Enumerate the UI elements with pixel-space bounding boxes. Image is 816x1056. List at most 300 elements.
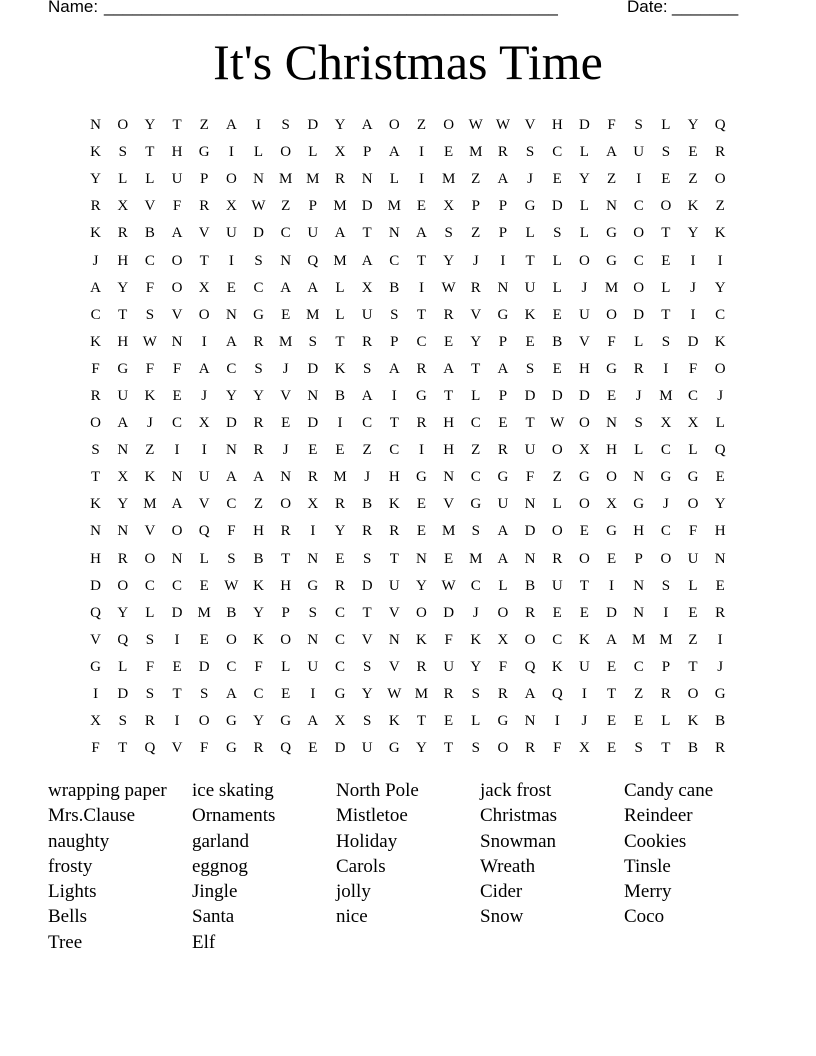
grid-letter: D (307, 415, 319, 432)
grid-letter: M (279, 333, 293, 350)
grid-letter: Z (471, 225, 481, 242)
grid-row (82, 735, 734, 762)
grid-letter: G (470, 496, 482, 513)
grid-letter: I (609, 577, 615, 594)
grid-letter: T (661, 306, 671, 323)
grid-row (82, 573, 734, 600)
grid-letter: E (308, 442, 318, 459)
grid-letter: S (661, 144, 671, 161)
grid-letter: E (552, 171, 562, 188)
grid-row (82, 491, 734, 518)
grid-letter: M (659, 387, 673, 404)
grid-letter: H (551, 117, 563, 134)
grid-letter: M (604, 279, 619, 296)
grid-letter: E (281, 686, 291, 703)
grid-letter: L (634, 442, 644, 459)
grid-letter: D (253, 225, 264, 242)
grid-letter: V (443, 496, 455, 513)
grid-letter: T (362, 225, 372, 242)
grid-letter: T (335, 333, 345, 350)
grid-letter: K (578, 631, 590, 648)
grid-letter: D (606, 604, 617, 621)
grid-letter: Q (551, 686, 563, 703)
grid-letter: I (690, 252, 696, 269)
grid-letter: G (225, 713, 237, 730)
grid-letter: N (171, 550, 183, 567)
grid-letter: F (145, 360, 155, 377)
grid-letter: L (579, 198, 589, 215)
grid-letter: C (226, 658, 237, 675)
grid-row (82, 546, 734, 573)
grid-letter: L (552, 496, 562, 513)
grid-letter: R (470, 279, 481, 296)
grid-letter: K (253, 631, 264, 648)
grid-letter: S (145, 631, 155, 648)
grid-letter: S (525, 360, 535, 377)
grid-letter: G (524, 198, 536, 215)
word-list-item: Lights (48, 881, 97, 903)
grid-letter: I (174, 713, 180, 730)
grid-letter: D (361, 577, 373, 594)
grid-letter: X (334, 144, 346, 161)
grid-letter: C (226, 360, 237, 377)
grid-letter: O (171, 279, 183, 296)
grid-letter: B (226, 604, 237, 621)
grid-letter: B (144, 225, 155, 242)
grid-letter: C (470, 415, 481, 432)
grid-letter: Z (362, 442, 372, 459)
grid-letter: R (117, 550, 128, 567)
grid-letter: O (225, 171, 237, 188)
grid-letter: Y (117, 496, 129, 513)
grid-letter: C (552, 631, 563, 648)
grid-letter: N (606, 198, 617, 215)
grid-letter: S (390, 306, 399, 323)
grid-letter: T (389, 415, 399, 432)
grid-letter: E (281, 306, 291, 323)
word-list-item: Christmas (480, 805, 558, 827)
grid-letter: K (90, 333, 101, 350)
grid-letter: C (280, 225, 291, 242)
grid-letter: E (688, 144, 698, 161)
grid-letter: N (633, 469, 645, 486)
grid-letter: I (337, 415, 343, 432)
grid-letter: V (198, 496, 210, 513)
grid-letter: V (280, 387, 292, 404)
letter-grid (82, 112, 734, 762)
date-field[interactable]: _______ (672, 0, 739, 16)
grid-row (82, 193, 734, 220)
grid-row (82, 302, 734, 329)
grid-letter: K (714, 225, 726, 242)
grid-letter: Q (198, 523, 210, 540)
word-list-item: nice (336, 906, 368, 928)
grid-letter: X (307, 496, 319, 513)
grid-letter: E (525, 333, 535, 350)
word-list-item: Ornaments (192, 805, 276, 827)
grid-letter: O (551, 442, 563, 459)
grid-letter: O (660, 550, 672, 567)
grid-letter: N (524, 496, 536, 513)
grid-letter: J (472, 604, 479, 621)
grid-row (82, 220, 734, 247)
grid-letter: L (253, 144, 264, 161)
grid-letter: C (660, 523, 671, 540)
grid-letter: A (117, 415, 129, 432)
grid-letter: E (498, 415, 508, 432)
grid-letter: F (227, 523, 236, 540)
grid-letter: R (525, 740, 536, 757)
grid-letter: R (253, 333, 264, 350)
grid-letter: B (552, 333, 563, 350)
grid-letter: Q (307, 252, 319, 269)
grid-letter: L (145, 604, 155, 621)
grid-letter: V (388, 658, 400, 675)
grid-letter: R (660, 686, 671, 703)
grid-letter: Q (714, 442, 726, 459)
grid-letter: U (497, 496, 509, 513)
grid-letter: X (606, 496, 617, 513)
grid-letter: I (310, 523, 316, 540)
grid-letter: E (715, 469, 725, 486)
grid-letter: X (660, 415, 672, 432)
grid-letter: O (280, 496, 292, 513)
grid-letter: G (198, 144, 210, 161)
grid-letter: L (715, 415, 725, 432)
grid-letter: F (200, 740, 209, 757)
grid-letter: O (714, 171, 726, 188)
grid-letter: H (606, 442, 617, 459)
grid-letter: O (633, 279, 645, 296)
grid-letter: D (551, 198, 563, 215)
grid-letter: G (578, 469, 590, 486)
grid-letter: L (552, 252, 562, 269)
grid-letter: A (443, 360, 455, 377)
grid-letter: O (606, 306, 617, 323)
grid-letter: G (280, 713, 292, 730)
grid-letter: C (144, 577, 155, 594)
grid-letter: J (581, 279, 588, 296)
grid-row (82, 627, 734, 654)
grid-letter: Y (225, 387, 237, 404)
grid-letter: M (659, 631, 673, 648)
grid-letter: E (281, 415, 291, 432)
word-list-item: jolly (336, 881, 371, 903)
grid-letter: E (606, 713, 617, 730)
grid-letter: E (444, 550, 454, 567)
grid-letter: K (470, 631, 482, 648)
grid-letter: C (334, 604, 345, 621)
grid-letter: R (334, 577, 345, 594)
grid-letter: T (118, 740, 128, 757)
grid-letter: E (579, 604, 589, 621)
grid-letter: R (552, 550, 563, 567)
word-list-item: Santa (192, 906, 235, 928)
grid-letter: I (201, 442, 207, 459)
word-list-item: Cider (480, 881, 523, 903)
grid-letter: O (198, 306, 210, 323)
grid-letter: B (715, 713, 726, 730)
grid-letter: S (634, 740, 643, 757)
grid-letter: K (90, 496, 101, 513)
grid-letter: B (688, 740, 699, 757)
grid-letter: T (661, 740, 671, 757)
grid-letter: J (717, 658, 724, 675)
grid-letter: I (174, 631, 180, 648)
grid-row (82, 139, 734, 166)
word-list-item: Mrs.Clause (48, 805, 136, 827)
grid-letter: G (225, 740, 237, 757)
grid-letter: A (225, 333, 237, 350)
grid-letter: D (551, 387, 563, 404)
grid-letter: Q (714, 117, 726, 134)
grid-letter: U (551, 577, 563, 594)
grid-letter: L (145, 171, 155, 188)
grid-letter: N (90, 117, 101, 134)
grid-letter: P (498, 225, 508, 242)
grid-letter: Z (199, 117, 209, 134)
grid-letter: R (497, 686, 508, 703)
grid-letter: W (224, 577, 239, 594)
grid-letter: R (525, 604, 536, 621)
word-list-item: Bells (48, 906, 88, 928)
grid-letter: S (308, 604, 317, 621)
grid-letter: X (578, 740, 590, 757)
grid-letter: R (362, 333, 373, 350)
grid-letter: O (687, 496, 699, 513)
grid-letter: C (253, 279, 264, 296)
grid-letter: O (524, 631, 536, 648)
grid-letter: U (388, 577, 400, 594)
grid-letter: M (414, 686, 429, 703)
word-list-item: Cookies (624, 830, 687, 852)
grid-letter: C (172, 415, 183, 432)
grid-letter: A (225, 117, 237, 134)
grid-letter: Z (145, 442, 155, 459)
grid-letter: R (497, 144, 508, 161)
grid-letter: D (307, 360, 319, 377)
grid-row (82, 383, 734, 410)
grid-letter: T (362, 604, 372, 621)
grid-letter: H (633, 523, 645, 540)
grid-letter: A (416, 225, 427, 242)
grid-letter: S (661, 577, 671, 594)
grid-letter: M (632, 631, 646, 648)
grid-letter: Y (687, 117, 699, 134)
grid-letter: C (470, 469, 481, 486)
grid-letter: C (334, 631, 345, 648)
grid-letter: E (606, 387, 617, 404)
grid-letter: A (90, 279, 101, 296)
grid-letter: Z (715, 198, 725, 215)
grid-letter: B (525, 577, 536, 594)
grid-letter: Z (471, 171, 481, 188)
grid-letter: O (606, 469, 617, 486)
grid-letter: H (253, 523, 264, 540)
grid-letter: Y (117, 279, 129, 296)
grid-letter: N (225, 442, 237, 459)
grid-letter: U (117, 387, 129, 404)
grid-letter: X (334, 713, 346, 730)
grid-letter: B (389, 279, 400, 296)
grid-letter: I (256, 117, 262, 134)
grid-letter: E (172, 387, 182, 404)
grid-letter: Y (470, 658, 482, 675)
grid-letter: R (253, 740, 264, 757)
grid-letter: Y (578, 171, 590, 188)
grid-letter: O (280, 631, 292, 648)
grid-letter: A (334, 225, 346, 242)
grid-letter: S (661, 333, 671, 350)
grid-letter: B (362, 496, 373, 513)
grid-letter: T (90, 469, 101, 486)
grid-letter: M (441, 523, 456, 540)
grid-letter: O (117, 577, 129, 594)
grid-letter: S (362, 713, 372, 730)
grid-letter: D (633, 306, 645, 323)
grid-letter: A (171, 225, 183, 242)
grid-letter: C (633, 198, 644, 215)
grid-letter: D (578, 387, 590, 404)
grid-letter: H (90, 550, 101, 567)
grid-letter: V (171, 740, 183, 757)
grid-letter: E (199, 631, 209, 648)
grid-letter: J (635, 387, 642, 404)
grid-letter: C (389, 442, 400, 459)
grid-letter: R (117, 225, 128, 242)
grid-row (82, 410, 734, 437)
grid-letter: V (470, 306, 482, 323)
grid-letter: M (306, 171, 320, 188)
grid-letter: W (550, 415, 565, 432)
grid-letter: N (524, 550, 536, 567)
word-list-item: Snow (480, 906, 524, 928)
grid-letter: J (282, 360, 289, 377)
grid-letter: C (470, 577, 481, 594)
grid-letter: K (253, 577, 264, 594)
grid-letter: G (714, 686, 726, 703)
grid-letter: X (198, 279, 210, 296)
word-list-item: frosty (48, 855, 93, 877)
grid-letter: V (90, 631, 101, 648)
grid-letter: R (416, 360, 427, 377)
grid-letter: N (117, 523, 129, 540)
word-list-item: ice skating (192, 780, 274, 801)
grid-letter: U (687, 550, 699, 567)
grid-letter: O (90, 415, 101, 432)
grid-letter: K (714, 333, 726, 350)
grid-letter: P (498, 333, 508, 350)
grid-letter: A (497, 550, 509, 567)
grid-letter: D (307, 117, 319, 134)
grid-letter: G (388, 740, 400, 757)
grid-letter: D (443, 604, 455, 621)
grid-letter: P (634, 550, 643, 567)
grid-letter: O (578, 550, 590, 567)
grid-letter: G (497, 713, 509, 730)
grid-letter: M (279, 171, 293, 188)
grid-letter: X (117, 469, 129, 486)
word-list-item: Elf (192, 931, 216, 953)
grid-letter: G (90, 658, 101, 675)
grid-letter: L (471, 713, 481, 730)
grid-letter: F (498, 658, 508, 675)
grid-letter: N (280, 252, 292, 269)
grid-row (82, 166, 734, 193)
grid-letter: L (688, 442, 698, 459)
grid-letter: A (524, 686, 536, 703)
grid-letter: H (714, 523, 726, 540)
grid-letter: G (687, 469, 699, 486)
grid-letter: G (633, 496, 645, 513)
grid-letter: N (416, 550, 427, 567)
grid-letter: N (443, 469, 455, 486)
grid-letter: R (144, 713, 155, 730)
grid-letter: T (416, 713, 427, 730)
grid-letter: I (418, 442, 424, 459)
grid-letter: D (361, 198, 373, 215)
grid-letter: E (715, 577, 725, 594)
grid-letter: X (90, 713, 101, 730)
grid-letter: M (469, 550, 483, 567)
grid-letter: C (334, 658, 345, 675)
grid-letter: M (306, 306, 320, 323)
grid-letter: P (200, 171, 209, 188)
grid-letter: N (171, 333, 183, 350)
grid-letter: R (334, 171, 345, 188)
date-label: Date: (627, 0, 668, 16)
grid-letter: Y (714, 279, 726, 296)
grid-letter: V (144, 198, 156, 215)
grid-letter: R (443, 306, 454, 323)
grid-letter: F (607, 333, 616, 350)
grid-letter: Y (334, 523, 346, 540)
grid-letter: J (364, 469, 371, 486)
grid-letter: C (633, 252, 644, 269)
grid-letter: Y (714, 496, 726, 513)
grid-letter: K (334, 360, 346, 377)
grid-letter: P (362, 144, 372, 161)
grid-letter: L (118, 658, 128, 675)
word-list-item: Reindeer (624, 805, 693, 827)
grid-letter: S (471, 686, 480, 703)
grid-letter: R (416, 658, 427, 675)
grid-letter: P (281, 604, 290, 621)
word-list-item: eggnog (192, 855, 248, 877)
grid-letter: R (334, 496, 345, 513)
grid-letter: D (687, 333, 699, 350)
grid-letter: I (391, 387, 397, 404)
grid-letter: R (715, 740, 726, 757)
grid-letter: P (471, 198, 480, 215)
grid-letter: A (497, 523, 509, 540)
grid-letter: I (500, 252, 506, 269)
grid-letter: K (90, 144, 101, 161)
name-field[interactable]: ________________________________________________ (104, 0, 558, 16)
grid-letter: Z (606, 171, 617, 188)
grid-letter: N (280, 469, 292, 486)
grid-letter: R (280, 523, 291, 540)
grid-letter: K (416, 631, 427, 648)
grid-letter: I (418, 171, 424, 188)
grid-letter: E (552, 360, 562, 377)
grid-letter: N (606, 415, 617, 432)
grid-letter: J (690, 279, 696, 296)
word-list-item: Carols (336, 855, 386, 877)
grid-letter: G (606, 225, 617, 242)
grid-letter: C (552, 144, 563, 161)
grid-letter: C (362, 415, 373, 432)
